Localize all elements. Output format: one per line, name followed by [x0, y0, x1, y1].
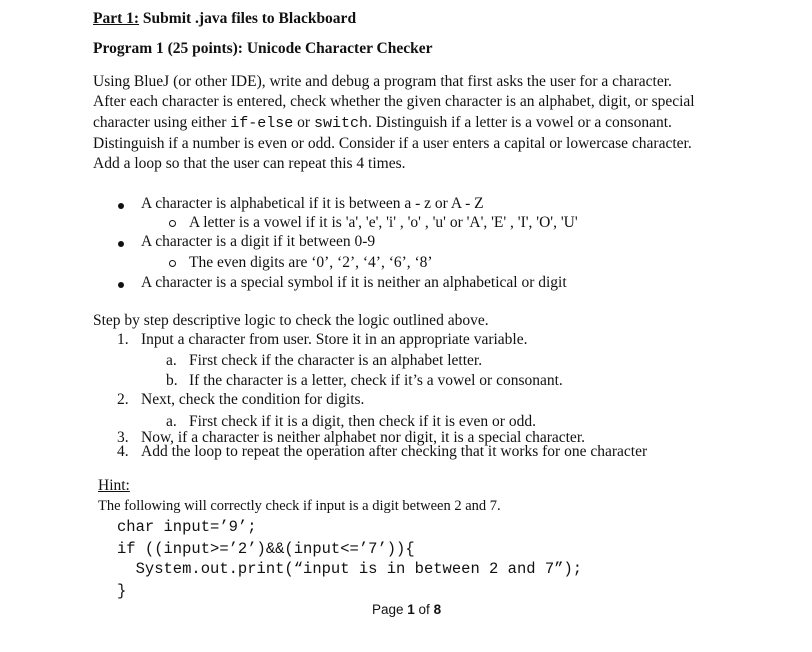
sub-bullet-item-vowel: A letter is a vowel if it is 'a', 'e', 'i' , 'o' , 'u' or 'A', 'E' , 'I', 'O', 'U'	[189, 214, 578, 231]
steps-title: Step by step descriptive logic to check the logic outlined above.	[93, 312, 489, 329]
step-marker: b.	[166, 372, 178, 389]
bullet-circle-icon	[169, 260, 176, 267]
bullet-dot-icon	[118, 241, 124, 247]
intro-line-2: After each character is entered, check whether the given character is an alphabet, digit, or special	[93, 93, 695, 111]
sub-bullet-item-even-digits: The even digits are ‘0’, ‘2’, ‘4’, ‘6’, ‘8’	[189, 254, 433, 271]
intro-line-3-post: . Distinguish if a letter is a vowel or a consonant.	[367, 113, 672, 131]
part-label: Part 1:	[93, 10, 140, 27]
intro-line-5: Add a loop so that the user can repeat this 4 times.	[93, 155, 406, 173]
step-item-2: Next, check the condition for digits.	[141, 391, 365, 408]
step-marker: a.	[166, 413, 177, 430]
step-marker: 4.	[117, 443, 129, 460]
bullet-item-alphabetical: A character is alphabetical if it is between a - z or A - Z	[141, 195, 484, 212]
bullet-item-special: A character is a special symbol if it is neither an alphabetical or digit	[141, 274, 567, 291]
step-item-1b: If the character is a letter, check if it’s a vowel or consonant.	[189, 372, 563, 389]
step-marker: a.	[166, 352, 177, 369]
step-marker: 1.	[117, 331, 129, 348]
code-line-1: char input=’9’;	[117, 518, 257, 536]
page-footer	[372, 602, 441, 617]
footer-page-number: 1	[407, 602, 415, 617]
step-item-1a: First check if the character is an alphabet letter.	[189, 352, 483, 369]
code-line-4: }	[117, 582, 127, 600]
inline-code-if-else: if-else	[230, 114, 294, 132]
step-marker: 3.	[117, 429, 129, 446]
step-item-1: Input a character from user. Store it in an appropriate variable.	[141, 331, 528, 348]
step-item-4: Add the loop to repeat the operation after checking that it works for one character	[141, 443, 648, 460]
step-marker: 2.	[117, 391, 129, 408]
code-line-2: if ((input>=’2’)&&(input<=’7’)){	[117, 540, 415, 558]
program-heading: Program 1 (25 points): Unicode Character Checker	[93, 40, 433, 57]
bullet-dot-icon	[118, 203, 124, 209]
footer-of-word: of	[414, 602, 434, 617]
hint-label: Hint:	[98, 477, 130, 494]
hint-text: The following will correctly check if input is a digit between 2 and 7.	[98, 498, 501, 514]
intro-line-3-pre: character using either	[93, 113, 231, 131]
step-item-3: Now, if a character is neither alphabet nor digit, it is a special character.	[141, 429, 585, 446]
step-item-2a: First check if it is a digit, then check if it is even or odd.	[189, 413, 536, 430]
part-heading	[93, 10, 356, 28]
intro-paragraph	[93, 72, 733, 174]
part-title: Submit .java files to Blackboard	[139, 10, 357, 27]
footer-page-word: Page	[372, 602, 408, 617]
code-line-3: System.out.print(“input is in between 2 and 7”);	[117, 560, 583, 578]
bullet-item-digit: A character is a digit if it between 0-9	[141, 233, 376, 250]
bullet-circle-icon	[169, 220, 176, 227]
intro-line-1: Using BlueJ (or other IDE), write and debug a program that first asks the user for a character.	[93, 73, 672, 90]
intro-line-4: Distinguish if a number is even or odd. Consider if a user enters a capital or lowercase character.	[93, 134, 692, 152]
bullet-dot-icon	[118, 282, 124, 288]
inline-code-switch: switch	[313, 114, 368, 132]
intro-line-3	[93, 113, 733, 134]
intro-line-3-mid: or	[293, 113, 314, 131]
footer-page-total: 8	[433, 602, 442, 617]
